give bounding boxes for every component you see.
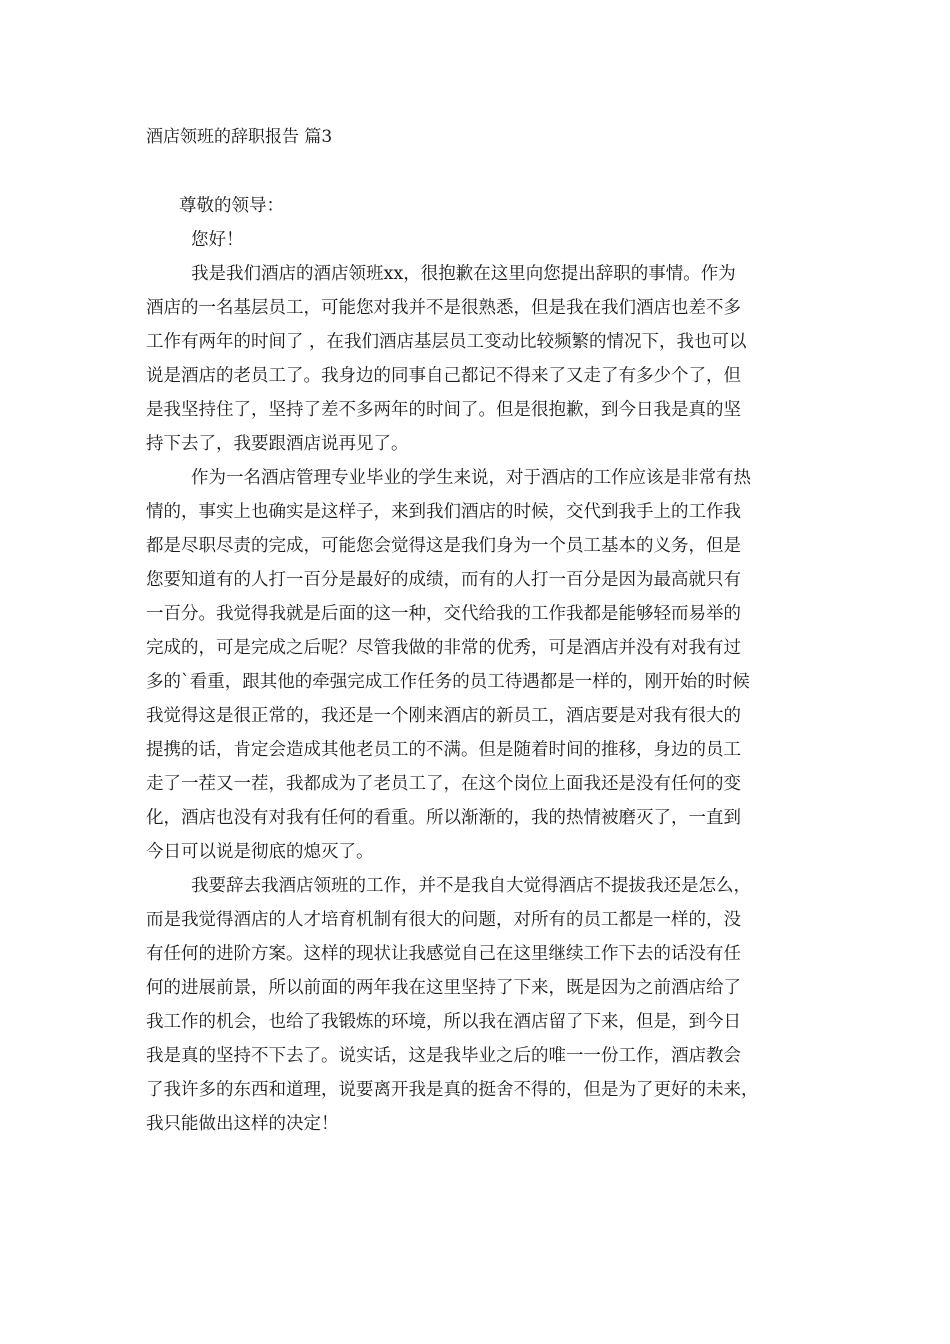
paragraph-line: 完成的，可是完成之后呢？尽管我做的非常的优秀，可是酒店并没有对我有过 — [146, 638, 741, 658]
paragraph-line: 化，酒店也没有对我有任何的看重。所以渐渐的，我的热情被磨灭了，一直到 — [146, 808, 741, 828]
paragraph-line: 今日可以说是彻底的熄灭了。 — [146, 842, 374, 862]
paragraph-line: 了我许多的东西和道理，说要离开我是真的挺舍不得的，但是为了更好的未来， — [146, 1080, 759, 1100]
paragraph-line: 作为一名酒店管理专业毕业的学生来说，对于酒店的工作应该是非常有热 — [191, 468, 751, 488]
paragraph-line: 持下去了，我要跟酒店说再见了。 — [146, 434, 409, 454]
paragraph-line: 有任何的进阶方案。这样的现状让我感觉自己在这里继续工作下去的话没有任 — [146, 944, 741, 964]
paragraph-line: 我工作的机会，也给了我锻炼的环境，所以我在酒店留了下来，但是，到今日 — [146, 1012, 741, 1032]
paragraph-3 — [146, 869, 806, 1141]
paragraph-line: 您要知道有的人打一百分是最好的成绩，而有的人打一百分是因为最高就只有 — [146, 570, 741, 590]
paragraph-line: 情的，事实上也确实是这样子，来到我们酒店的时候，交代到我手上的工作我 — [146, 502, 741, 522]
paragraph-line: 何的进展前景，所以前面的两年我在这里坚持了下来，既是因为之前酒店给了 — [146, 978, 741, 998]
greeting: 您好！ — [191, 230, 244, 250]
document-title: 酒店领班的辞职报告 篇3 — [146, 127, 333, 147]
paragraph-line: 酒店的一名基层员工，可能您对我并不是很熟悉，但是我在我们酒店也差不多 — [146, 298, 741, 318]
paragraph-2 — [146, 461, 806, 869]
paragraph-line: 工作有两年的时间了 ，在我们酒店基层员工变动比较频繁的情况下，我也可以 — [146, 332, 747, 352]
paragraph-line: 都是尽职尽责的完成，可能您会觉得这是我们身为一个员工基本的义务，但是 — [146, 536, 741, 556]
paragraph-line: 我是我们酒店的酒店领班xx，很抱歉在这里向您提出辞职的事情。作为 — [191, 264, 736, 284]
paragraph-line: 走了一茬又一茬，我都成为了老员工了，在这个岗位上面我还是没有任何的变 — [146, 774, 741, 794]
paragraph-line: 而是我觉得酒店的人才培育机制有很大的问题，对所有的员工都是一样的，没 — [146, 910, 741, 930]
paragraph-line: 说是酒店的老员工了。我身边的同事自己都记不得来了又走了有多少个了，但 — [146, 366, 741, 386]
document-page — [146, 120, 806, 1141]
paragraph-line: 我是真的坚持不下去了。说实话，这是我毕业之后的唯一一份工作，酒店教会 — [146, 1046, 741, 1066]
paragraph-line: 我要辞去我酒店领班的工作，并不是我自大觉得酒店不提拔我还是怎么， — [191, 876, 751, 896]
paragraph-line: 多的`看重，跟其他的牵强完成工作任务的员工待遇都是一样的，刚开始的时候 — [146, 672, 750, 692]
paragraph-line: 我只能做出这样的决定！ — [146, 1114, 339, 1134]
paragraph-line: 是我坚持住了，坚持了差不多两年的时间了。但是很抱歉，到今日我是真的坚 — [146, 400, 741, 420]
paragraph-1 — [146, 257, 806, 461]
paragraph-line: 我觉得这是很正常的，我还是一个刚来酒店的新员工，酒店要是对我有很大的 — [146, 706, 741, 726]
paragraph-line: 提携的话，肯定会造成其他老员工的不满。但是随着时间的推移，身边的员工 — [146, 740, 741, 760]
salutation: 尊敬的领导： — [179, 196, 284, 216]
paragraph-line: 一百分。我觉得我就是后面的这一种，交代给我的工作我都是能够轻而易举的 — [146, 604, 741, 624]
